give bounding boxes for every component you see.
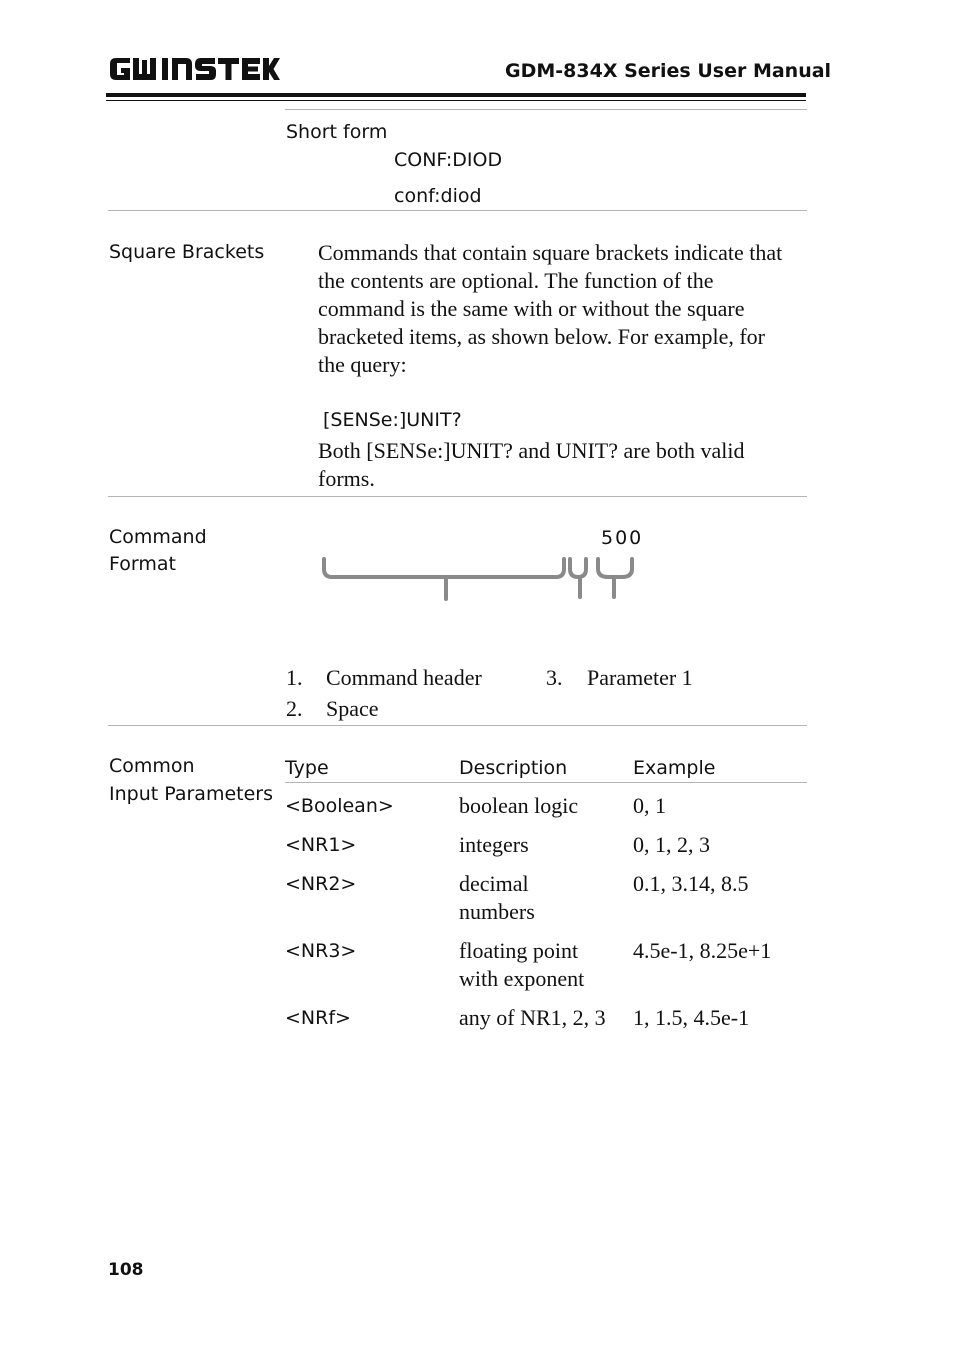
short-form-label: Short form xyxy=(286,121,388,143)
command-header-brace xyxy=(324,559,564,577)
parameter-brace xyxy=(598,559,632,577)
section-divider xyxy=(108,725,807,726)
param-description: decimal numbers xyxy=(459,871,535,924)
param-description: boolean logic xyxy=(459,793,579,818)
section-divider xyxy=(108,210,807,211)
page-number: 108 xyxy=(108,1260,144,1280)
param-type: <NRf> xyxy=(285,1007,351,1029)
square-brackets-description: Commands that contain square brackets indicate that the contents are optional. The function of the command is the same with or without the square bracketed items, as shown below. For example, for the query: xyxy=(318,240,783,377)
param-type: <NR2> xyxy=(285,873,357,895)
column-header-example: Example xyxy=(633,752,807,783)
param-description: any of NR1, 2, 3 xyxy=(459,1005,606,1030)
table-row xyxy=(285,822,807,861)
short-form-uppercase: CONF:DIOD xyxy=(394,149,503,171)
param-example: 1, 1.5, 4.5e-1 xyxy=(633,1005,750,1030)
param-example: 4.5e-1, 8.25e+1 xyxy=(633,938,772,963)
command-format-diagram xyxy=(318,555,643,605)
param-description: floating point with exponent xyxy=(459,938,585,991)
param-type: <NR3> xyxy=(285,940,357,962)
table-row xyxy=(285,928,807,995)
document-title: GDM-834X Series User Manual xyxy=(505,60,832,82)
legend-item-1-text: Command header xyxy=(326,665,482,690)
command-parameter-value: 500 xyxy=(601,527,644,549)
command-format-label-line1: Command xyxy=(109,526,207,548)
command-format-label-line2: Format xyxy=(109,553,176,575)
square-brackets-note: Both [SENSe:]UNIT? and UNIT? are both valid forms. xyxy=(318,438,745,491)
legend-item-2-text: Space xyxy=(326,696,379,721)
square-brackets-example: [SENSe:]UNIT? xyxy=(323,409,462,431)
param-example: 0, 1 xyxy=(633,793,666,818)
gwinstek-logo xyxy=(108,54,280,84)
param-type: <NR1> xyxy=(285,834,357,856)
section-divider xyxy=(285,109,807,110)
common-params-label-line2: Input Parameters xyxy=(109,783,273,805)
table-row xyxy=(285,995,807,1034)
table-row xyxy=(285,783,807,823)
param-example: 0.1, 3.14, 8.5 xyxy=(633,871,749,896)
column-header-type: Type xyxy=(285,752,459,783)
param-example: 0, 1, 2, 3 xyxy=(633,832,710,857)
input-parameters-table xyxy=(285,752,807,1034)
space-brace xyxy=(570,559,586,577)
legend-item-2-number: 2. xyxy=(286,696,303,721)
param-description: integers xyxy=(459,832,529,857)
legend-item-1-number: 1. xyxy=(286,665,303,690)
table-row xyxy=(285,861,807,928)
short-form-lowercase: conf:diod xyxy=(394,185,482,207)
square-brackets-label: Square Brackets xyxy=(109,241,265,263)
legend-item-3-text: Parameter 1 xyxy=(587,665,693,690)
common-params-label-line1: Common xyxy=(109,755,195,777)
legend-item-3-number: 3. xyxy=(546,665,563,690)
column-header-description: Description xyxy=(459,752,633,783)
header-rule-thin xyxy=(106,100,806,101)
section-divider xyxy=(108,496,807,497)
param-type: <Boolean> xyxy=(285,795,394,817)
header-rule-thick xyxy=(106,93,806,97)
table-header-row xyxy=(285,752,807,783)
